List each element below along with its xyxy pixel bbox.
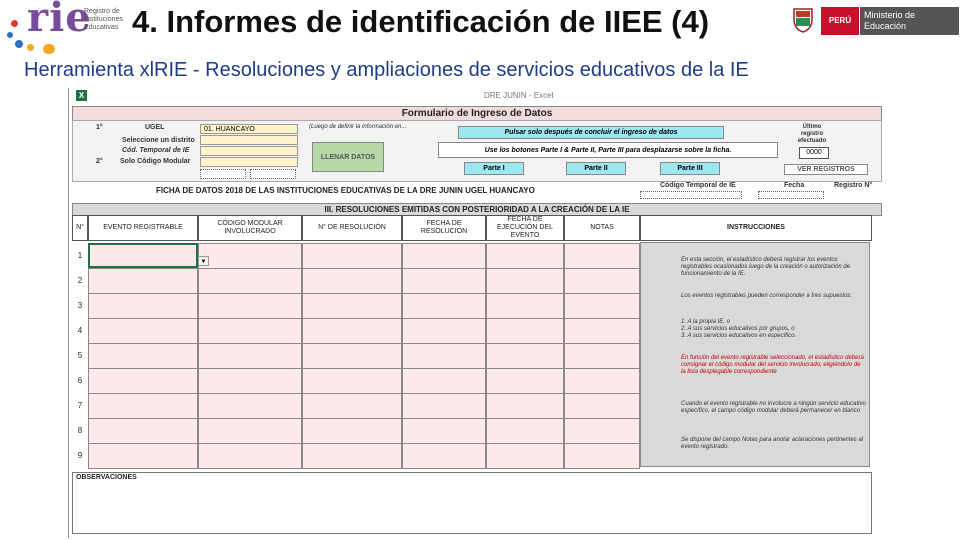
llenar-datos-button[interactable]: LLENAR DATOS (312, 142, 384, 172)
table-cell[interactable] (198, 343, 302, 369)
col-header-evento: EVENTO REGISTRABLE (88, 215, 198, 241)
table-cell[interactable] (402, 243, 486, 269)
table-cell[interactable] (564, 318, 640, 344)
row-number: 1 (77, 251, 83, 260)
table-cell[interactable] (486, 443, 564, 469)
table-cell[interactable] (402, 393, 486, 419)
row-number: 5 (77, 351, 83, 360)
table-cell[interactable] (564, 343, 640, 369)
navigation-hint: Use los botones Parte I & Parte II, Parte III para desplazarse sobre la ficha. (438, 142, 778, 158)
instruction-text: En función del evento registrable seleccionado, el estadístico deberá consignar el código modular del servicio involucrado, eligiéndolo de la lista desplegable correspondiente (681, 355, 864, 375)
table-cell[interactable] (88, 293, 198, 319)
instruction-text: 1. A la propia IE, o 2. A sus servicios educativos por grupos, o 3. A sus servicios educativos en específico. (681, 319, 797, 339)
table-cell[interactable] (486, 268, 564, 294)
table-cell[interactable] (302, 418, 402, 444)
table-cell[interactable] (198, 393, 302, 419)
instructions-panel (640, 242, 870, 467)
col-header-notas: NOTAS (564, 215, 640, 241)
table-cell[interactable] (486, 418, 564, 444)
table-cell[interactable] (88, 268, 198, 294)
table-cell[interactable] (302, 443, 402, 469)
excel-icon: X (76, 90, 87, 101)
table-cell[interactable] (402, 268, 486, 294)
table-cell[interactable] (198, 243, 302, 269)
instruction-banner: Pulsar solo después de concluir el ingreso de datos (458, 126, 724, 139)
ultimo-registro-value: 0000 (799, 147, 829, 159)
table-cell[interactable] (302, 393, 402, 419)
peru-badge: PERÚ (821, 7, 859, 35)
table-cell[interactable] (402, 418, 486, 444)
escudo-icon (791, 5, 815, 33)
table-cell[interactable] (88, 318, 198, 344)
col-header-fecha-ejec: FECHA DE EJECUCIÓN DEL EVENTO (486, 215, 564, 241)
col-header-instrucciones: INSTRUCCIONES (640, 215, 872, 241)
table-cell[interactable] (402, 368, 486, 394)
minedu-logo (787, 3, 959, 37)
table-cell[interactable] (198, 268, 302, 294)
instruction-text: Los eventos registrables pueden corresponder a tres supuestos: (681, 293, 853, 299)
row-number: 9 (77, 451, 83, 460)
step1-label: 1° (96, 124, 103, 131)
table-cell[interactable] (198, 418, 302, 444)
table-cell[interactable] (88, 418, 198, 444)
table-cell[interactable] (302, 368, 402, 394)
table-cell[interactable] (88, 343, 198, 369)
ministry-name: Ministerio de Educación (860, 7, 959, 35)
table-cell[interactable] (402, 293, 486, 319)
table-cell[interactable] (302, 318, 402, 344)
fecha-label: Fecha (784, 182, 805, 189)
cod-temporal-input[interactable] (200, 146, 298, 156)
form-title: Formulario de Ingreso de Datos (72, 106, 882, 121)
ugel-select[interactable]: 01. HUANCAYO (200, 124, 298, 134)
col-header-num: N° (72, 215, 88, 241)
table-cell[interactable] (486, 343, 564, 369)
fecha-field (758, 191, 824, 199)
instruction-text: Cuando el evento registrable no involucre a ningún servicio educativo específico, el campo código modular deberá permanecer en blanco (681, 401, 866, 414)
excel-window-title: DRE JUNIN - Excel (484, 91, 554, 100)
table-cell[interactable] (198, 368, 302, 394)
section-header: III. RESOLUCIONES EMITIDAS CON POSTERIORIDAD A LA CREACIÓN DE LA IE (72, 203, 882, 216)
row-number: 3 (77, 301, 83, 310)
row-number: 7 (77, 401, 83, 410)
table-cell[interactable] (198, 318, 302, 344)
table-cell[interactable] (302, 343, 402, 369)
table-cell[interactable] (402, 443, 486, 469)
ficha-title: FICHA DE DATOS 2018 DE LAS INSTITUCIONES EDUCATIVAS DE LA DRE JUNIN UGEL HUANCAYO (156, 186, 535, 195)
cod-modular-input[interactable] (200, 157, 298, 167)
logo-subtitle: Registro de Instituciones Educativas (84, 8, 123, 31)
table-cell[interactable] (402, 343, 486, 369)
row-number: 4 (77, 326, 83, 335)
logo-text: rie (27, 0, 92, 41)
cod-box-2[interactable] (250, 169, 296, 179)
ver-registros-button[interactable]: VER REGISTROS (784, 164, 868, 175)
table-cell[interactable] (88, 393, 198, 419)
table-cell[interactable] (302, 268, 402, 294)
cod-box-1[interactable] (200, 169, 246, 179)
table-cell[interactable] (486, 293, 564, 319)
table-cell[interactable] (564, 443, 640, 469)
parte-2-button[interactable]: Parte II (566, 162, 626, 175)
table-cell[interactable] (302, 293, 402, 319)
hint-text: (Luego de definir la información en... (309, 124, 407, 130)
table-cell[interactable] (198, 293, 302, 319)
table-cell[interactable] (198, 443, 302, 469)
slide-subtitle: Herramienta xlRIE - Resoluciones y ampliaciones de servicios educativos de la IE (24, 59, 749, 81)
observaciones-box[interactable] (72, 472, 872, 534)
table-cell[interactable] (486, 318, 564, 344)
table-cell[interactable] (402, 318, 486, 344)
table-cell[interactable] (88, 368, 198, 394)
cod-temporal-label: Cód. Temporal de IE (122, 147, 190, 154)
table-cell[interactable] (564, 293, 640, 319)
table-cell[interactable] (564, 393, 640, 419)
rie-logo (5, 0, 92, 52)
parte-3-button[interactable]: Parte III (660, 162, 720, 175)
instruction-text: Se dispone del campo Notas para anotar aclaraciones pertinentes al evento registrado. (681, 437, 864, 450)
table-cell[interactable] (302, 243, 402, 269)
ugel-label: UGEL (145, 124, 165, 131)
row-number: 2 (77, 276, 83, 285)
table-cell[interactable] (486, 393, 564, 419)
ficha-row (72, 182, 880, 198)
col-header-fecha-res: FECHA DE RESOLUCIÓN (402, 215, 486, 241)
distrito-select[interactable] (200, 135, 298, 145)
instruction-text: En esta sección, el estadístico deberá registrar los eventos registrables ocasionados luego de la creación o autorización de funcionamiento de la IE. (681, 257, 851, 277)
observaciones-label: OBSERVACIONES (76, 474, 137, 481)
table-cell[interactable] (486, 243, 564, 269)
parte-1-button[interactable]: Parte I (464, 162, 524, 175)
table-cell[interactable] (486, 368, 564, 394)
registro-no-label: Registro N° (834, 182, 873, 189)
cod-modular-label: Solo Código Modular (120, 158, 191, 165)
table-cell[interactable] (564, 243, 640, 269)
col-header-codigo: CÓDIGO MODULAR INVOLUCRADO (198, 215, 302, 241)
row-number: 6 (77, 376, 83, 385)
table-cell[interactable] (88, 443, 198, 469)
col-header-resolucion: N° DE RESOLUCIÓN (302, 215, 402, 241)
table-cell[interactable] (564, 368, 640, 394)
table-cell[interactable] (564, 268, 640, 294)
distrito-label: Seleccione un distrito (122, 137, 195, 144)
dropdown-arrow-icon[interactable]: ▼ (198, 256, 209, 266)
slide-title: 4. Informes de identificación de IIEE (4) (132, 4, 710, 39)
table-cell[interactable] (564, 418, 640, 444)
step2-label: 2° (96, 158, 103, 165)
codigo-temporal-field (640, 191, 742, 199)
selected-cell[interactable] (88, 243, 198, 268)
ultimo-registro-label: Último registro efectuado (797, 124, 827, 144)
codigo-temporal-label: Código Temporal de IE (660, 182, 736, 189)
row-number: 8 (77, 426, 83, 435)
